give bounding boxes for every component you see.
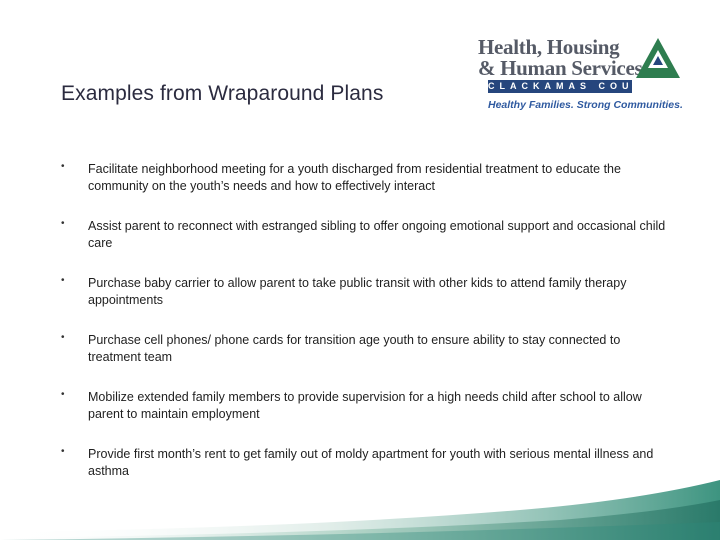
logo-tagline: Healthy Families. Strong Communities. — [488, 99, 683, 111]
bullet-text: Mobilize extended family members to provide supervision for a high needs child after school to allow parent to maintain employment — [88, 390, 642, 421]
logo-text-line2: & Human Services — [478, 56, 643, 80]
bullet-text: Purchase cell phones/ phone cards for transition age youth to ensure ability to stay connected to treatment team — [88, 333, 621, 364]
bullet-marker: • — [61, 218, 65, 229]
bullet-marker: • — [61, 161, 65, 172]
logo-county-banner: CLACKAMAS COUNTY — [488, 81, 667, 91]
logo-text-line1: Health, Housing — [478, 35, 620, 59]
bullet-text: Assist parent to reconnect with estranged sibling to offer ongoing emotional support and occasional child care — [88, 219, 666, 250]
slide-title: Examples from Wraparound Plans — [61, 82, 384, 105]
bullet-text: Facilitate neighborhood meeting for a youth discharged from residential treatment to educate the community on the youth’s needs and how to effectively interact — [88, 162, 621, 193]
bullet-text: Provide first month’s rent to get family out of moldy apartment for youth with serious mental illness and asthma — [88, 447, 654, 478]
bullet-text: Purchase baby carrier to allow parent to take public transit with other kids to attend family therapy appointments — [88, 276, 627, 307]
bottom-wave-decoration — [0, 470, 720, 540]
bullet-marker: • — [61, 332, 65, 343]
bullet-marker: • — [61, 275, 65, 286]
bullet-marker: • — [61, 446, 65, 457]
bullet-marker: • — [61, 389, 65, 400]
